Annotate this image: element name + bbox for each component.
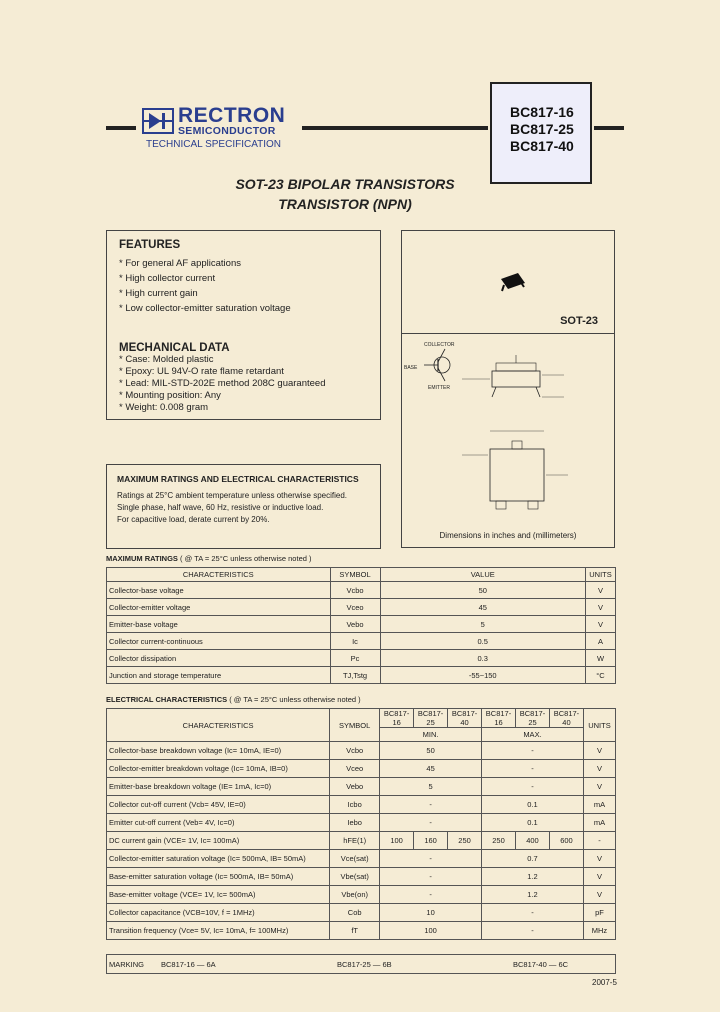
brand-name: RECTRON <box>178 104 286 127</box>
electrical-table <box>106 708 616 940</box>
table-row: DC current gain (VCE= 1V, Ic= 100mA) hFE(1) 100 160 250 250 400 600 - <box>107 832 616 850</box>
header-rule-right <box>594 126 624 130</box>
brand-subtitle: SEMICONDUCTOR <box>178 125 276 137</box>
mechanical-item: * Case: Molded plastic <box>119 354 214 365</box>
table-row: Collector-base voltage Vcbo 50 V <box>107 582 616 599</box>
mechanical-title: MECHANICAL DATA <box>119 342 230 354</box>
pin-label-base: BASE <box>404 365 418 371</box>
table-header: BC817-16 <box>482 709 516 728</box>
brand-spec: TECHNICAL SPECIFICATION <box>146 139 282 150</box>
features-title: FEATURES <box>119 239 181 251</box>
table-row: Collector-emitter breakdown voltage (Ic= 10mA, IB=0) Vceo 45 - V <box>107 760 616 778</box>
table-row: Collector-emitter saturation voltage (Ic= 500mA, IB= 50mA) Vce(sat) - 0.7 V <box>107 850 616 868</box>
table-header: BC817-25 <box>516 709 550 728</box>
table-header: SYMBOL <box>330 709 380 742</box>
table-row: Collector dissipation Pc 0.3 W <box>107 650 616 667</box>
mechanical-item: * Weight: 0.008 gram <box>119 402 209 413</box>
table-header: BC817-40 <box>448 709 482 728</box>
table-row: Emitter cut-off current (Veb= 4V, Ic=0) Iebo - 0.1 mA <box>107 814 616 832</box>
marking-row <box>106 954 616 974</box>
table-header: BC817-25 <box>414 709 448 728</box>
table-header: CHARACTERISTICS <box>107 568 331 582</box>
ratings-note-line: For capacitive load, derate current by 20%. <box>117 515 270 524</box>
table-header: CHARACTERISTICS <box>107 709 330 742</box>
feature-item: * Low collector-emitter saturation voltage <box>119 303 291 314</box>
diode-logo-icon <box>144 110 172 132</box>
table-row: Base-emitter voltage (VCE= 1V, Ic= 500mA) Vbe(on) - 1.2 V <box>107 886 616 904</box>
max-header: MAX. <box>482 728 584 742</box>
marking-code: BC817-16 — 6A <box>161 960 216 969</box>
part-number-box <box>490 82 592 184</box>
table-header: BC817-40 <box>549 709 583 728</box>
part-number: BC817-40 <box>510 138 574 154</box>
table-header: VALUE <box>380 568 585 582</box>
mechanical-item: * Mounting position: Any <box>119 390 221 401</box>
part-number: BC817-25 <box>510 121 574 137</box>
table-row: Junction and storage temperature TJ,Tstg -55~150 °C <box>107 667 616 684</box>
marking-code: BC817-25 — 6B <box>337 960 392 969</box>
document-subtitle: TRANSISTOR (NPN) <box>278 196 412 212</box>
table-header: UNITS <box>585 568 615 582</box>
table-header: BC817-16 <box>380 709 414 728</box>
ratings-note-box <box>106 464 381 549</box>
mechanical-item: * Epoxy: UL 94V-O rate flame retardant <box>119 366 284 377</box>
marking-label: MARKING <box>109 960 145 969</box>
ratings-note-line: Ratings at 25°C ambient temperature unless otherwise specified. <box>117 491 347 500</box>
table-row: Base-emitter saturation voltage (Ic= 500mA, IB= 50mA) Vbe(sat) - 1.2 V <box>107 868 616 886</box>
features-panel <box>106 230 381 420</box>
max-ratings-title: MAXIMUM RATINGS ( @ TA = 25°C unless otherwise noted ) <box>106 554 312 563</box>
electrical-title: ELECTRICAL CHARACTERISTICS ( @ TA = 25°C unless otherwise noted ) <box>106 695 361 704</box>
ratings-note-title: MAXIMUM RATINGS AND ELECTRICAL CHARACTERISTICS <box>117 474 359 484</box>
table-row: Collector-emitter voltage Vceo 45 V <box>107 599 616 616</box>
package-label: SOT-23 <box>560 315 598 327</box>
mechanical-item: * Lead: MIL-STD-202E method 208C guaranteed <box>119 378 326 389</box>
marking-code: BC817-40 — 6C <box>513 960 569 969</box>
feature-item: * High collector current <box>119 273 216 284</box>
feature-item: * High current gain <box>119 288 198 299</box>
header-rule-left <box>106 126 136 130</box>
revision-date: 2007-5 <box>592 978 617 987</box>
table-row: Collector current-continuous Ic 0.5 A <box>107 633 616 650</box>
header-rule-middle <box>302 126 488 130</box>
logo <box>142 108 174 134</box>
package-dimensions-drawing <box>402 335 614 525</box>
document-title: SOT-23 BIPOLAR TRANSISTORS <box>235 176 455 192</box>
table-header: SYMBOL <box>330 568 380 582</box>
part-number: BC817-16 <box>510 104 574 120</box>
table-row: Emitter-base voltage Vebo 5 V <box>107 616 616 633</box>
table-row: Collector-base breakdown voltage (Ic= 10mA, IE=0) Vcbo 50 - V <box>107 742 616 760</box>
max-ratings-table <box>106 567 616 684</box>
table-row: Emitter-base breakdown voltage (IE= 1mA, Ic=0) Vebo 5 - V <box>107 778 616 796</box>
package-panel <box>401 230 615 548</box>
pin-label-collector: COLLECTOR <box>424 342 455 348</box>
dimensions-note: Dimensions in inches and (millimeters) <box>439 531 577 540</box>
feature-item: * For general AF applications <box>119 258 241 269</box>
min-header: MIN. <box>380 728 482 742</box>
table-header: UNITS <box>583 709 615 742</box>
table-row: Collector capacitance (VCB=10V, f = 1MHz) Cob 10 - pF <box>107 904 616 922</box>
table-row: Collector cut-off current (Vcb= 45V, IE=0) Icbo - 0.1 mA <box>107 796 616 814</box>
sot23-package-icon <box>498 271 528 295</box>
pin-label-emitter: EMITTER <box>428 385 450 391</box>
ratings-note-line: Single phase, half wave, 60 Hz, resistive or inductive load. <box>117 503 324 512</box>
panel-divider <box>402 333 614 334</box>
table-row: Transition frequency (Vce= 5V, Ic= 10mA, f= 100MHz) fT 100 - MHz <box>107 922 616 940</box>
